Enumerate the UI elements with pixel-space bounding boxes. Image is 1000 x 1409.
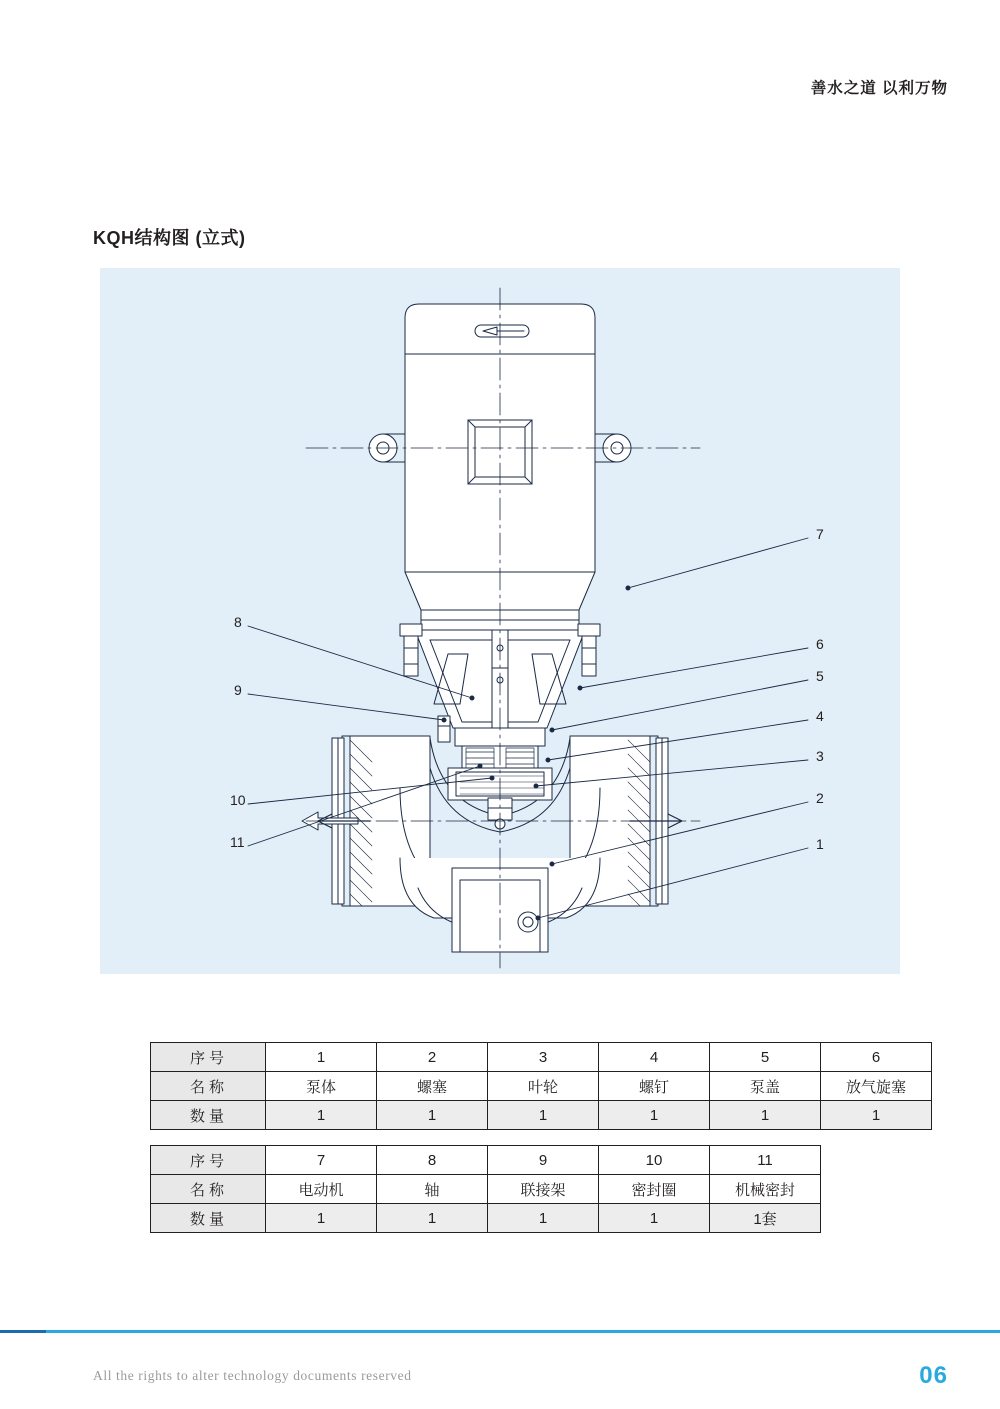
callout-6: 6 (816, 636, 824, 652)
cell-name-4: 螺钉 (599, 1072, 710, 1101)
cell-qty-3: 1 (488, 1101, 599, 1130)
table-row (151, 1072, 932, 1101)
cell-qty-7: 1 (266, 1204, 377, 1233)
callout-1: 1 (816, 836, 824, 852)
cell-name-6: 放气旋塞 (821, 1072, 932, 1101)
cell-name-7: 电动机 (266, 1175, 377, 1204)
cell-qty-5: 1 (710, 1101, 821, 1130)
cell-empty (821, 1204, 826, 1233)
cell-qty-8: 1 (377, 1204, 488, 1233)
row-header-name: 名称 (151, 1175, 266, 1204)
callout-layer (100, 268, 900, 974)
row-header-index: 序号 (151, 1043, 266, 1072)
cell-index-7: 7 (266, 1146, 377, 1175)
cell-name-10: 密封圈 (599, 1175, 710, 1204)
cell-index-6: 6 (821, 1043, 932, 1072)
footer-rule (0, 1330, 1000, 1333)
cell-qty-6: 1 (821, 1101, 932, 1130)
table-row (151, 1043, 932, 1072)
cell-index-4: 4 (599, 1043, 710, 1072)
callout-3: 3 (816, 748, 824, 764)
cell-qty-4: 1 (599, 1101, 710, 1130)
footer-note: All the rights to alter technology documents reserved (93, 1368, 412, 1383)
callout-8: 8 (234, 614, 242, 630)
cell-qty-1: 1 (266, 1101, 377, 1130)
cell-index-10: 10 (599, 1146, 710, 1175)
cell-empty (821, 1175, 826, 1204)
header-slogan: 善水之道 以利万物 (810, 80, 948, 97)
cell-empty (821, 1146, 826, 1175)
cell-index-11: 11 (710, 1146, 821, 1175)
row-header-qty: 数量 (151, 1204, 266, 1233)
cell-index-9: 9 (488, 1146, 599, 1175)
callout-7: 7 (816, 526, 824, 542)
cell-name-1: 泵体 (266, 1072, 377, 1101)
cell-name-9: 联接架 (488, 1175, 599, 1204)
figure-panel (100, 268, 900, 974)
callout-5: 5 (816, 668, 824, 684)
footer-rule-accent (0, 1330, 46, 1333)
cell-name-8: 轴 (377, 1175, 488, 1204)
cell-name-11: 机械密封 (710, 1175, 821, 1204)
cell-qty-11: 1套 (710, 1204, 821, 1233)
cell-name-2: 螺塞 (377, 1072, 488, 1101)
cell-index-8: 8 (377, 1146, 488, 1175)
parts-table-a (150, 1042, 932, 1130)
parts-table-b (150, 1145, 826, 1233)
callout-11: 11 (230, 834, 245, 850)
cell-qty-9: 1 (488, 1204, 599, 1233)
cell-qty-2: 1 (377, 1101, 488, 1130)
row-header-index: 序号 (151, 1146, 266, 1175)
cell-index-1: 1 (266, 1043, 377, 1072)
callout-10: 10 (230, 792, 246, 808)
cell-name-3: 叶轮 (488, 1072, 599, 1101)
cell-index-5: 5 (710, 1043, 821, 1072)
page-title: KQH结构图 (立式) (93, 228, 246, 248)
callout-9: 9 (234, 682, 242, 698)
table-row (151, 1175, 826, 1204)
cell-index-3: 3 (488, 1043, 599, 1072)
cell-index-2: 2 (377, 1043, 488, 1072)
row-header-name: 名称 (151, 1072, 266, 1101)
table-row (151, 1101, 932, 1130)
callout-2: 2 (816, 790, 824, 806)
callout-4: 4 (816, 708, 824, 724)
cell-name-5: 泵盖 (710, 1072, 821, 1101)
cell-qty-10: 1 (599, 1204, 710, 1233)
row-header-qty: 数量 (151, 1101, 266, 1130)
table-row (151, 1146, 826, 1175)
table-row (151, 1204, 826, 1233)
page-number: 06 (919, 1362, 948, 1389)
